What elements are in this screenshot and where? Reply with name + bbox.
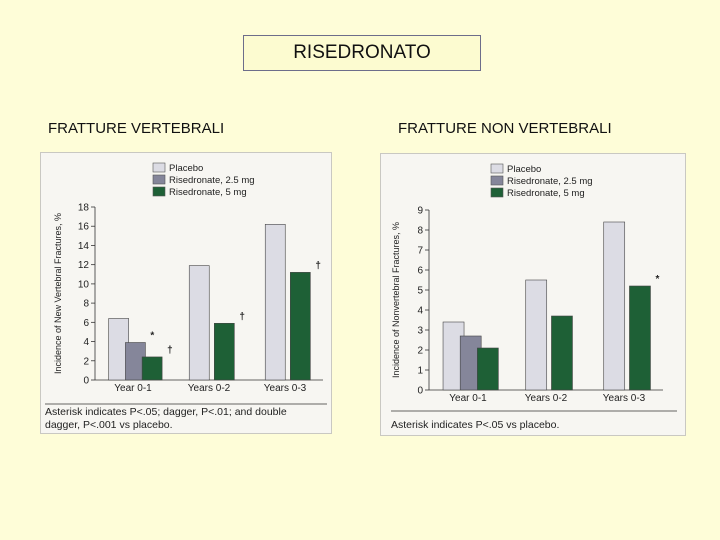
significance-marker: † xyxy=(315,260,321,272)
y-axis-label: Incidence of Nonvertebral Fractures, % xyxy=(391,221,401,379)
y-tick-label: 4 xyxy=(417,305,423,317)
y-tick-label: 0 xyxy=(417,385,423,397)
significance-marker: * xyxy=(150,330,155,342)
y-tick-label: 6 xyxy=(417,265,423,277)
footnote-text: dagger, P<.001 vs placebo. xyxy=(45,419,173,431)
legend-swatch xyxy=(491,188,503,197)
y-tick-label: 12 xyxy=(77,260,89,272)
bar-placebo xyxy=(189,266,209,380)
slide-title: RISEDRONATO xyxy=(243,35,481,71)
y-tick-label: 3 xyxy=(417,325,423,337)
x-tick-label: Years 0-2 xyxy=(187,383,231,394)
bar-risedronate-5-mg xyxy=(477,348,498,390)
legend-swatch xyxy=(153,175,165,184)
legend-label: Risedronate, 5 mg xyxy=(507,188,585,199)
x-tick-label: Year 0-1 xyxy=(114,383,152,394)
y-tick-label: 6 xyxy=(83,317,89,329)
legend-label: Risedronate, 2.5 mg xyxy=(507,176,593,187)
bar-risedronate-5-mg xyxy=(214,323,234,380)
legend-label: Placebo xyxy=(507,164,542,175)
footnote-text: Asterisk indicates P<.05 vs placebo. xyxy=(391,419,560,431)
y-tick-label: 10 xyxy=(77,279,89,291)
y-tick-label: 2 xyxy=(417,345,423,357)
vertebral-fracture-figure xyxy=(40,152,332,434)
y-tick-label: 16 xyxy=(77,221,89,233)
x-tick-label: Years 0-2 xyxy=(524,393,568,404)
y-tick-label: 5 xyxy=(417,285,423,297)
bar-risedronate-5-mg xyxy=(290,272,310,380)
legend-label: Risedronate, 5 mg xyxy=(169,187,247,198)
legend-swatch xyxy=(491,164,503,173)
legend-swatch xyxy=(153,163,165,172)
bar-risedronate-5-mg xyxy=(142,357,162,380)
bar-placebo xyxy=(265,224,285,380)
y-tick-label: 1 xyxy=(417,365,423,377)
right-section-label: FRATTURE NON VERTEBRALI xyxy=(398,120,612,137)
footnote-text: Asterisk indicates P<.05; dagger, P<.01; and double xyxy=(45,406,287,418)
y-tick-label: 2 xyxy=(83,356,89,368)
x-tick-label: Years 0-3 xyxy=(602,393,646,404)
significance-marker: † xyxy=(239,311,245,323)
bar-risedronate-5-mg xyxy=(551,316,572,390)
y-tick-label: 7 xyxy=(417,245,423,257)
significance-marker: * xyxy=(655,274,660,285)
y-tick-label: 8 xyxy=(417,225,423,237)
y-tick-label: 18 xyxy=(77,202,89,214)
nonvertebral-fracture-chart xyxy=(381,154,685,435)
y-tick-label: 4 xyxy=(83,337,89,349)
legend-label: Placebo xyxy=(169,163,204,174)
y-axis-label: Incidence of New Vertebral Fractures, % xyxy=(53,212,63,375)
y-tick-label: 9 xyxy=(417,205,423,217)
legend-swatch xyxy=(491,176,503,185)
nonvertebral-fracture-figure xyxy=(380,153,686,436)
x-tick-label: Years 0-3 xyxy=(263,383,307,394)
y-tick-label: 14 xyxy=(77,240,89,252)
bar-risedronate-5-mg xyxy=(629,286,650,390)
left-section-label: FRATTURE VERTEBRALI xyxy=(48,120,225,137)
bar-placebo xyxy=(604,222,625,390)
x-tick-label: Year 0-1 xyxy=(449,393,487,404)
legend-label: Risedronate, 2.5 mg xyxy=(169,175,255,186)
y-tick-label: 0 xyxy=(83,375,89,387)
significance-marker: † xyxy=(167,344,173,356)
vertebral-fracture-chart xyxy=(41,153,331,433)
legend-swatch xyxy=(153,187,165,196)
bar-placebo xyxy=(526,280,547,390)
y-tick-label: 8 xyxy=(83,298,89,310)
